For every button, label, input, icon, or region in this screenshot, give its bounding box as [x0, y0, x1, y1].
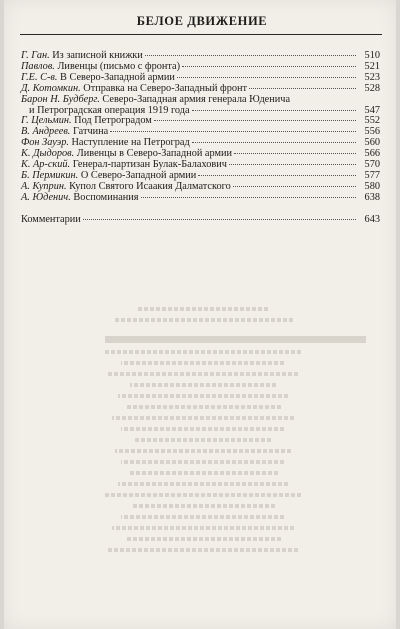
dot-leader	[110, 131, 356, 132]
toc-title: Гатчина	[72, 126, 109, 138]
dot-leader	[145, 55, 356, 56]
toc-title: Под Петроградом	[74, 115, 152, 127]
toc-author: Д. Котомкин.	[21, 82, 81, 94]
dot-leader	[177, 77, 356, 78]
toc-entry	[21, 95, 380, 117]
toc-page: 547	[364, 104, 380, 116]
toc-author: Б. Пермикин.	[21, 169, 79, 181]
toc-entry	[21, 84, 380, 95]
toc-title: Воспоминания	[73, 191, 139, 203]
toc-page: 566	[364, 148, 380, 160]
toc-page: 556	[364, 126, 380, 138]
toc-author: Барон Н. Будберг.	[21, 93, 100, 105]
toc-author: Г. Цельмин.	[21, 115, 72, 127]
toc-author: К. Дыдоров.	[21, 148, 75, 160]
dot-leader	[192, 142, 356, 143]
book-page	[4, 0, 396, 629]
dot-leader	[154, 120, 356, 121]
dot-leader	[198, 175, 356, 176]
toc-title: Северо-Западная армия генерала Юденича	[102, 93, 291, 105]
dot-leader	[233, 186, 356, 187]
toc-page: 570	[364, 159, 380, 171]
toc-entry	[21, 193, 380, 204]
toc-author: А. Юденич.	[21, 191, 71, 203]
toc-author: В. Андреев.	[21, 126, 71, 138]
toc-title: О Северо-Западной армии	[80, 169, 197, 181]
dot-leader	[182, 66, 356, 67]
toc-page: 643	[364, 213, 380, 225]
toc-title: Комментарии	[21, 213, 81, 225]
show-through-texture	[40, 300, 366, 599]
toc-page: 560	[364, 137, 380, 149]
toc-title: Купол Святого Исаакия Далматского	[69, 180, 231, 192]
toc-title: Наступление на Петроград	[71, 137, 190, 149]
toc-page: 638	[364, 191, 380, 203]
dot-leader	[83, 219, 356, 220]
toc-page: 521	[364, 60, 380, 72]
toc-author: Г. Ган.	[21, 50, 50, 61]
toc-title: Отправка на Северо-Западный фронт	[83, 82, 248, 94]
toc-page: 580	[364, 180, 380, 192]
dot-leader	[249, 88, 356, 89]
header-rule	[20, 34, 382, 35]
toc-page: 510	[364, 50, 380, 61]
dot-leader	[192, 110, 356, 111]
toc-page: 552	[364, 115, 380, 127]
dot-leader	[229, 164, 356, 165]
toc-title: Генерал-партизан Булак-Балахович	[72, 159, 227, 171]
toc-title-continuation: и Петроградская операция 1919 года	[29, 104, 190, 116]
toc-author: К. Ар-ский.	[21, 159, 71, 171]
toc-author: А. Куприн.	[21, 180, 67, 192]
toc-entry-comments	[21, 215, 380, 226]
toc-page: 523	[364, 71, 380, 83]
table-of-contents	[21, 51, 380, 226]
toc-author: Фон Зауэр.	[21, 137, 69, 149]
toc-title: В Северо-Западной армии	[60, 71, 175, 83]
running-head: БЕЛОЕ ДВИЖЕНИЕ	[136, 14, 268, 28]
dot-leader	[234, 153, 356, 154]
toc-page: 577	[364, 169, 380, 181]
dot-leader	[141, 197, 356, 198]
toc-title: Ливенцы в Северо-Западной армии	[76, 148, 233, 160]
toc-title: Ливенцы (письмо с фронта)	[57, 60, 181, 72]
toc-page: 528	[364, 82, 380, 94]
toc-author: Павлов.	[21, 60, 55, 72]
toc-author: Г.Е. С-в.	[21, 71, 58, 83]
toc-title: Из записной книжки	[52, 50, 143, 61]
